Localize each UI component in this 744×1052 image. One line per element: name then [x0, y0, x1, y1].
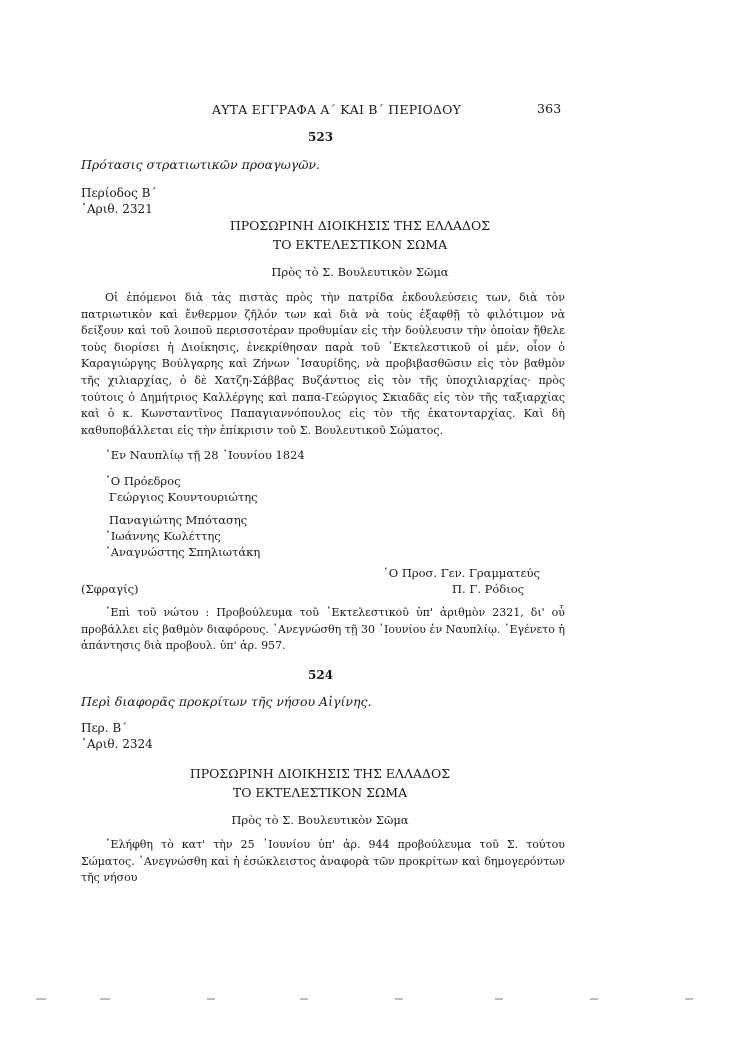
scan-artifact [495, 998, 503, 1000]
period-label: Περίοδος Β΄ [81, 186, 157, 200]
document-body: Οἱ ἑπόμενοι διὰ τὰς πιστὰς πρὸς τὴν πατρίδα ἐκδουλεύσεις των, διὰ τὸν πατριωτικὸν καὶ ἔνθερμον ζῆλόν των καὶ διὰ νὰ τοὺς ἐξαφθῇ τὸ φιλότιμον νὰ δείξουν καὶ τοῦ λοιποῦ περισσοτέραν προθυμίαν εἰς τὴν δούλευσιν τὴν ὁποίαν ἤθελε τοὺς διορίσει ἡ Διοίκησις, ἐνεκρίθησαν παρὰ τοῦ ᾿Εκτελεστικοῦ οἱ μέν, οἷον ὁ Καραγιώργης Βούλγαρης καὶ Ζήνων ᾿Ισαυρίδης, νὰ προβιβασθῶσιν εἰς τὸν βαθμὸν τῆς χιλιαρχίας, ὁ δὲ Χατζη-Σάββας Βυζάντιος εἰς τὸν τῆς ὑποχιλιαρχίας· πρὸς τούτοις ὁ Δημήτριος Καλλέργης καὶ παπα-Γεώργιος Σκιαδᾶς εἰς τὸν τῆς ταξιαρχίας καὶ ὁ κ. Κωνσταντῖνος Παπαγιαννόπουλος εἰς τὸν τῆς ἑκατονταρχίας. Καὶ δὴ καθυποβάλλεται εἰς τὴν ἐπίκρισιν τοῦ Σ. Βουλευτικοῦ Σώματος. [81, 291, 565, 437]
signatory-name: ᾿Ιωάννης Κωλέττης [105, 529, 221, 543]
president-name: Γεώργιος Κουντουριώτης [109, 490, 258, 504]
heading-executive: ΤΟ ΕΚΤΕΛΕΣΤΙΚΟΝ ΣΩΜΑ [232, 785, 408, 800]
heading-executive: ΤΟ ΕΚΤΕΛΕΣΤΙΚΟΝ ΣΩΜΑ [272, 237, 448, 252]
verso-note: ᾿Επὶ τοῦ νώτου : Προβούλευμα τοῦ ᾿Εκτελεστικοῦ ὑπ' ἀριθμὸν 2321, δι' οὗ προβάλλει εἰς βαθμὸν διαφόρους. ᾿Ανεγνώσθη τῇ 30 ᾿Ιουνίου ἐν Ναυπλίῳ. ᾿Εγένετο ἡ ἀπάντησις διὰ προβουλ. ὑπ' ἀρ. 957. [81, 606, 565, 653]
document-subject: Περὶ διαφορᾶς προκρίτων τῆς νήσου Αἰγίνης. [81, 694, 372, 709]
addressee: Πρὸς τὸ Σ. Βουλευτικὸν Σῶμα [231, 813, 409, 827]
reference-number: ᾿Αριθ. 2321 [81, 202, 153, 216]
secretary-name: Π. Γ. Ρόδιος [452, 582, 525, 596]
secretary-title: ῾Ο Προσ. Γεν. Γραμματεύς [383, 566, 540, 580]
scan-artifact [395, 998, 403, 1000]
signatory-name: ᾿Αναγνώστης Σπηλιωτάκη [105, 545, 261, 559]
seal-note: (Σφραγίς) [81, 582, 139, 596]
president-title: ῾Ο Πρόεδρος [105, 474, 181, 488]
place-date: ᾿Εν Ναυπλίῳ τῇ 28 ᾿Ιουνίου 1824 [105, 448, 305, 462]
period-label: Περ. Β΄ [81, 721, 128, 735]
heading-government: ΠΡΟΣΩΡΙΝΗ ΔΙΟΙΚΗΣΙΣ ΤΗΣ ΕΛΛΑΔΟΣ [229, 218, 491, 233]
document-body: ᾿Ελήφθη τὸ κατ' τὴν 25 ᾿Ιουνίου ὑπ' ἀρ. 944 προβούλευμα τοῦ Σ. τούτου Σώματος. ᾿Ανεγνώσθη καὶ ἡ ἐσώκλειστος ἀναφορὰ τῶν προκρίτων καὶ δημογερόντων τῆς νήσου [81, 838, 565, 885]
scan-artifact [36, 998, 46, 1000]
document-subject: Πρότασις στρατιωτικῶν προαγωγῶν. [81, 157, 320, 172]
scan-artifact [207, 998, 215, 1000]
document-number: 524 [308, 668, 334, 682]
signatory-name: Παναγιώτης Μπότασης [109, 513, 248, 527]
scan-artifact [685, 998, 693, 1000]
scan-artifact [100, 998, 110, 1000]
page-number: 363 [537, 101, 562, 116]
running-title: ΑΥΤΑ ΕΓΓΡΑΦΑ Α΄ ΚΑΙ Β΄ ΠΕΡΙΟΔΟΥ [212, 102, 462, 117]
document-number: 523 [308, 130, 334, 144]
scan-artifact [300, 998, 308, 1000]
reference-number: ᾿Αριθ. 2324 [81, 737, 153, 751]
heading-government: ΠΡΟΣΩΡΙΝΗ ΔΙΟΙΚΗΣΙΣ ΤΗΣ ΕΛΛΑΔΟΣ [189, 766, 451, 781]
scan-artifact [590, 998, 598, 1000]
addressee: Πρὸς τὸ Σ. Βουλευτικὸν Σῶμα [271, 265, 449, 279]
